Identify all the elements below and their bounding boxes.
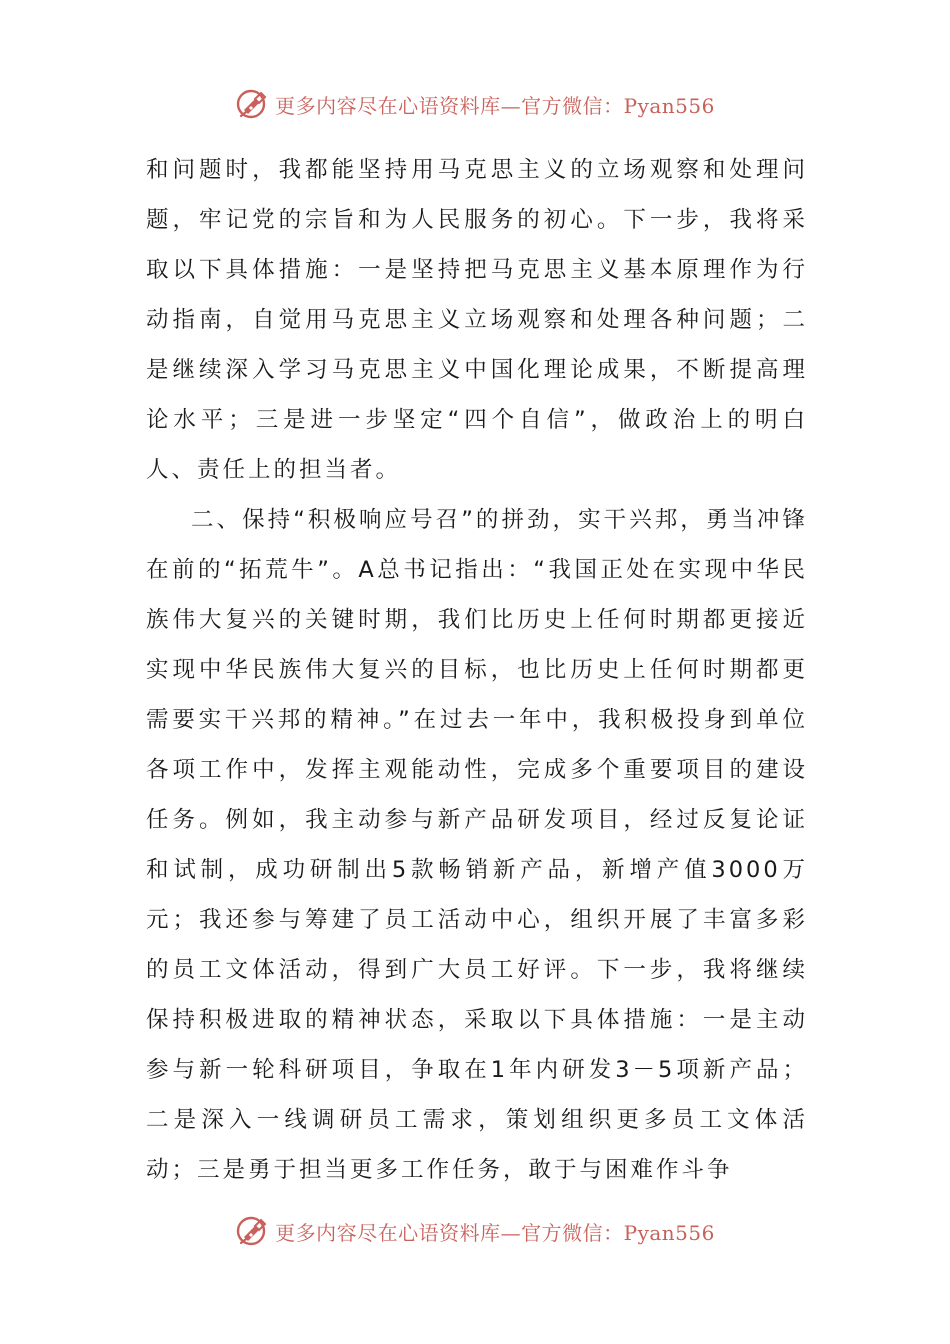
footer-banner	[0, 1209, 950, 1253]
paragraph-continued: 和问题时，我都能坚持用马克思主义的立场观察和处理问题，牢记党的宗旨和为人民服务的初心。下一步，我将采取以下具体措施：一是坚持把马克思主义基本原理作为行动指南，自觉用马克思主义立场观察和处理各种问题；二是继续深入学习马克思主义中国化理论成果，不断提高理论水平；三是进一步坚定“四个自信”，做政治上的明白人、责任上的担当者。	[146, 157, 808, 483]
pen-nib-logo-icon	[235, 1213, 271, 1249]
header-banner	[0, 82, 950, 126]
footer-banner-text: 更多内容尽在心语资料库—官方微信：Pyan556	[275, 1220, 715, 1245]
document-body	[146, 145, 808, 1195]
paragraph-section-two: 二、保持“积极响应号召”的拼劲，实干兴邦，勇当冲锋在前的“拓荒牛”。A总书记指出：“我国正处在实现中华民族伟大复兴的关键时期，我们比历史上任何时期都更接近实现中华民族伟大复兴的目标，也比历史上任何时期都更需要实干兴邦的精神。”在过去一年中，我积极投身到单位各项工作中，发挥主观能动性，完成多个重要项目的建设任务。例如，我主动参与新产品研发项目，经过反复论证和试制，成功研制出5款畅销新产品，新增产值3000万元；我还参与筹建了员工活动中心，组织开展了丰富多彩的员工文体活动，得到广大员工好评。下一步，我将继续保持积极进取的精神状态，采取以下具体措施：一是主动参与新一轮科研项目，争取在1年内研发3－5项新产品；二是深入一线调研员工需求，策划组织更多员工文体活动；三是勇于担当更多工作任务，敢于与困难作斗争	[146, 507, 808, 1183]
header-banner-text: 更多内容尽在心语资料库—官方微信：Pyan556	[275, 93, 715, 118]
pen-nib-logo-icon	[235, 86, 271, 122]
